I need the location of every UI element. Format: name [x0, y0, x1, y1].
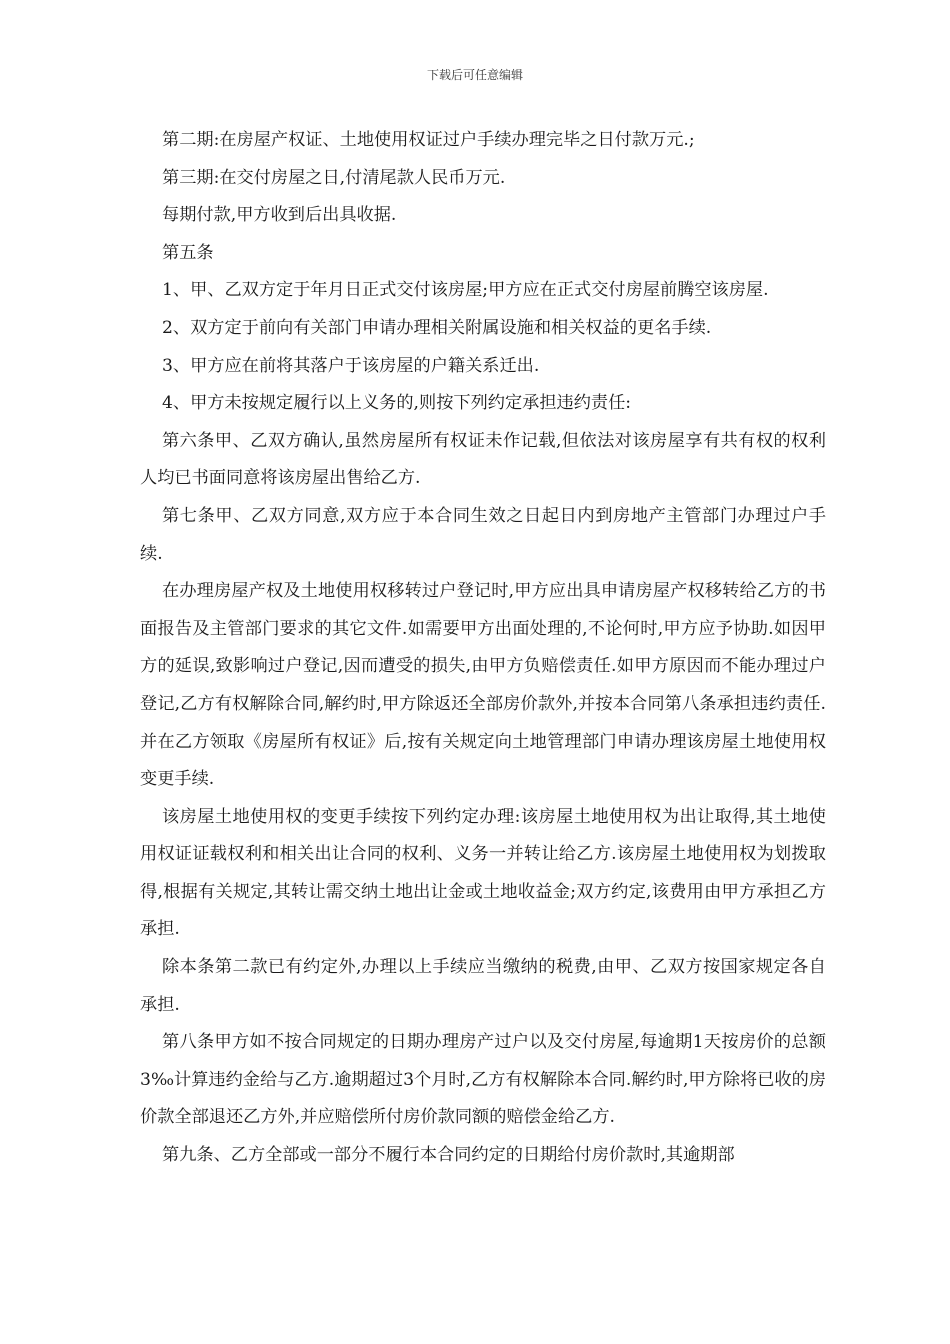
- paragraph-installment-3: 第三期:在交付房屋之日,付清尾款人民币万元.: [162, 167, 506, 188]
- article-5-item-3: 3、甲方应在前将其落户于该房屋的户籍关系迁出.: [162, 355, 540, 376]
- article-7-taxes: 除本条第二款已有约定外,办理以上手续应当缴纳的税费,由甲、乙双方按国家规定各自承担.: [140, 957, 826, 1015]
- article-5-item-1: 1、甲、乙双方定于年月日正式交付该房屋;甲方应在正式交付房屋前腾空该房屋.: [162, 280, 769, 301]
- page-header: 下载后可任意编辑: [426, 68, 523, 82]
- article-9: 第九条、乙方全部或一部分不履行本合同约定的日期给付房价款时,其逾期部: [162, 1145, 735, 1166]
- article-8: 第八条甲方如不按合同规定的日期办理房产过户以及交付房屋,每逾期1天按房价的总额3‰计算违约金给与乙方.逾期超过3个月时,乙方有权解除本合同.解约时,甲方除将已收的房价款全部退还乙方外,并应赔偿所付房价款同额的赔偿金给乙方.: [140, 1032, 826, 1128]
- paragraph-installment-2: 第二期:在房屋产权证、土地使用权证过户手续办理完毕之日付款万元.;: [162, 130, 695, 150]
- document-body: [140, 122, 826, 1175]
- article-5-item-4: 4、甲方未按规定履行以上义务的,则按下列约定承担违约责任:: [162, 393, 632, 414]
- article-5-item-2: 2、双方定于前向有关部门申请办理相关附属设施和相关权益的更名手续.: [162, 317, 712, 338]
- article-6: 第六条甲、乙双方确认,虽然房屋所有权证未作记载,但依法对该房屋享有共有权的权利人均已书面同意将该房屋出售给乙方.: [140, 430, 826, 489]
- article-7-transfer-registration: 在办理房屋产权及土地使用权移转过户登记时,甲方应出具申请房屋产权移转给乙方的书面报告及主管部门要求的其它文件.如需要甲方出面处理的,不论何时,甲方应予协助.如因甲方的延误,致影响过户登记,因而遭受的损失,由甲方负赔偿责任.如甲方原因而不能办理过户登记,乙方有权解除合同,解约时,甲方除返还全部房价款外,并按本合同第八条承担违约责任.并在乙方领取《房屋所有权证》后,按有关规定向土地管理部门申请办理该房屋土地使用权变更手续.: [140, 581, 826, 790]
- article-7-land-use-right: 该房屋土地使用权的变更手续按下列约定办理:该房屋土地使用权为出让取得,其土地使用权证证载权利和相关出让合同的权利、义务一并转让给乙方.该房屋土地使用权为划拨取得,根据有关规定,其转让需交纳土地出让金或土地收益金;双方约定,该费用由甲方承担乙方承担.: [140, 806, 826, 940]
- article-5-heading: 第五条: [162, 242, 214, 263]
- paragraph-receipt: 每期付款,甲方收到后出具收据.: [162, 205, 397, 226]
- article-7: 第七条甲、乙双方同意,双方应于本合同生效之日起日内到房地产主管部门办理过户手续.: [140, 505, 826, 564]
